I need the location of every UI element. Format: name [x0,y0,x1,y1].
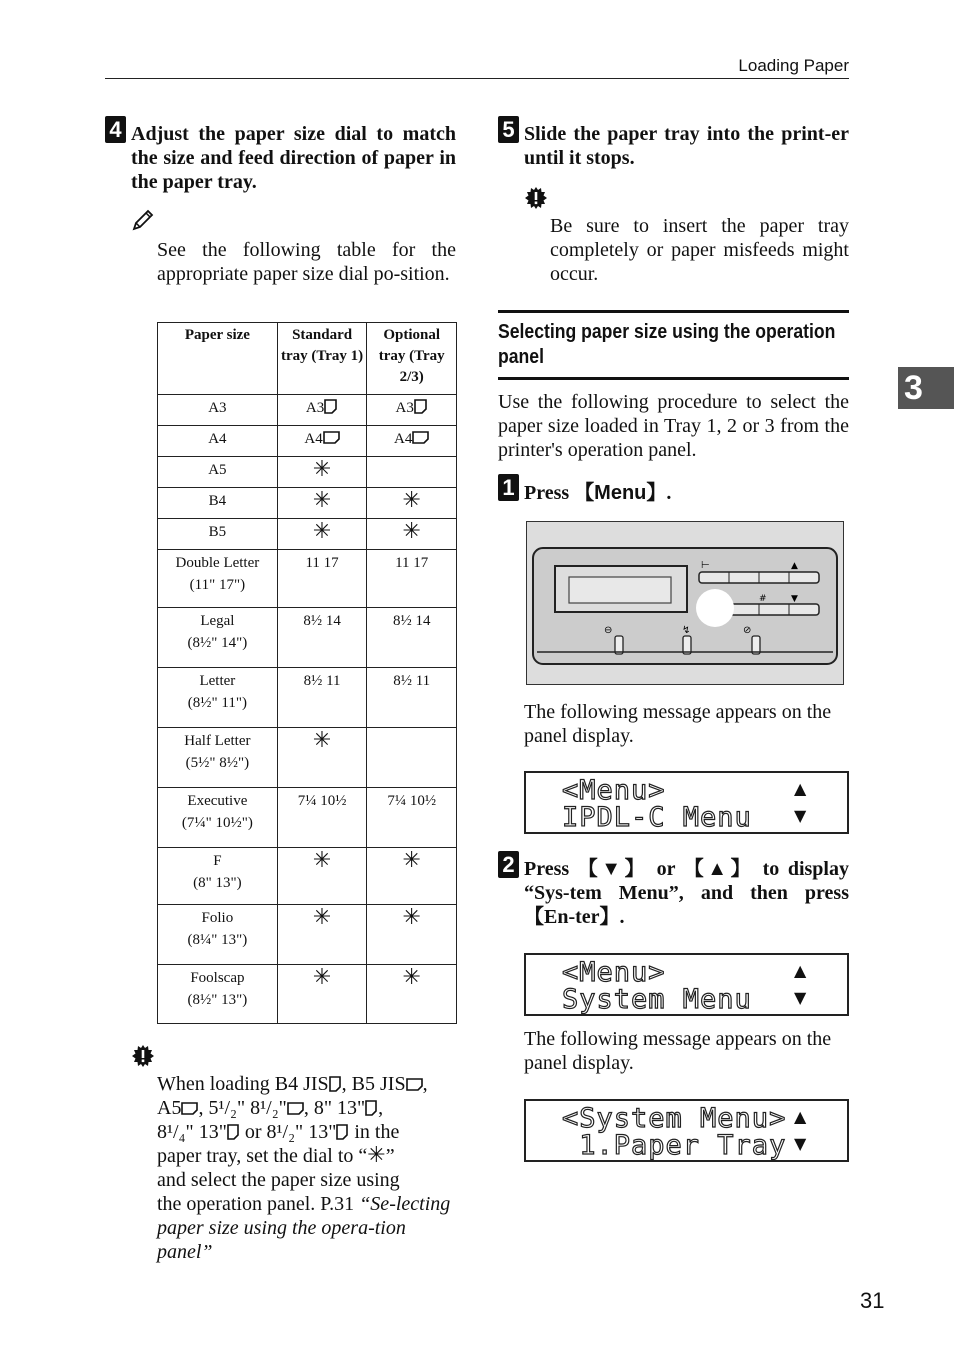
cell-size [158,965,278,1024]
cell-std: 8½ 11 [277,668,367,728]
col-header-paper-size: Paper size [158,323,278,395]
note-text: , 5¹/₂" 8¹/₂" [198,1097,287,1119]
cell-opt-text: A3 [395,400,414,416]
cell-size: B5 [158,519,278,550]
paper-size-table [157,322,457,1024]
note-text: or 8¹/₂" 13" [239,1121,337,1143]
cell-size [158,550,278,608]
note-text: paper tray, set the dial to “ [157,1145,368,1167]
cell-opt: ✳ [367,965,457,1024]
cell-size-dim: (8½" 11") [187,695,247,711]
note-text: , [378,1097,384,1119]
table-row [158,395,457,426]
portrait-feed-icon [365,1100,378,1116]
cell-opt: ✳ [367,488,457,519]
table-row [158,488,457,519]
step-5-number: 5 [498,116,519,143]
table-row [158,728,457,788]
cell-std: ✳ [277,905,367,965]
important-icon [524,186,548,210]
cell-std [277,395,367,426]
note-text: , [422,1073,428,1095]
cell-size-dim: (11" 17") [189,577,246,593]
cell-size [158,905,278,965]
cell-opt: ✳ [367,848,457,905]
portrait-feed-icon [329,1076,342,1092]
lcd-display-system-menu [524,953,849,1016]
cell-opt-text: A4 [394,431,413,447]
note-text: and select the paper size using [157,1169,400,1191]
table-row [158,965,457,1024]
portrait-feed-icon [414,399,428,414]
note-text: , 8" 13" [303,1097,366,1119]
cell-size-dim: (8½" 14") [187,635,248,651]
cell-opt: ✳ [367,905,457,965]
pencil-note-icon [131,208,155,232]
cell-std: 11 17 [277,550,367,608]
note-text: ” [385,1145,395,1167]
col-header-standard-tray: Standard tray (Tray 1) [277,323,367,395]
note-text: , B5 JIS [341,1073,406,1095]
operation-panel-illustration [526,521,844,685]
step-1-after: The following message appears on the panel display. [524,701,832,747]
cross-reference-link[interactable]: “Se-lecting paper size using the opera-tion panel” [157,1193,451,1263]
step-1-text [524,481,849,505]
cell-size-name: Letter [199,673,236,689]
cell-size-dim: (7¼" 10½") [181,815,253,831]
landscape-feed-icon [412,431,429,444]
table-row [158,519,457,550]
lcd-display-menu [524,771,849,834]
landscape-feed-icon [406,1078,423,1091]
cell-opt: 8½ 14 [367,608,457,668]
lcd-down-arrow-icon: ▼ [794,806,807,825]
section-bottom-rule [498,377,849,380]
svg-text:▲: ▲ [791,561,798,571]
portrait-feed-icon [336,1124,349,1140]
cell-opt: 7¼ 10½ [367,788,457,848]
svg-text:⊢: ⊢ [701,560,710,571]
cell-size: B4 [158,488,278,519]
step-4-text: Adjust the paper size dial to match the size and feed direction of paper in the paper tray. [131,123,456,193]
lcd-up-arrow-icon: ▲ [794,961,807,980]
svg-text:⊖: ⊖ [604,625,613,636]
step-4-number: 4 [105,116,126,143]
section-top-rule [498,310,849,313]
table-row [158,550,457,608]
cell-size [158,848,278,905]
table-row [158,608,457,668]
svg-text:↯: ↯ [682,625,691,636]
cell-size [158,728,278,788]
cell-opt: 8½ 11 [367,668,457,728]
header-rule [105,78,849,79]
page-number: 31 [860,1288,885,1313]
lcd-down-arrow-icon: ▼ [794,1134,807,1153]
important-icon [131,1044,155,1068]
cell-size-name: F [213,853,222,869]
portrait-feed-icon [227,1124,240,1140]
cell-opt [367,395,457,426]
cell-std: 7¼ 10½ [277,788,367,848]
cell-std: ✳ [277,728,367,788]
note-text: A5 [157,1097,182,1119]
cell-size-name: Legal [200,613,235,629]
lcd-line-1: <Menu> [562,775,666,806]
cell-size: A5 [158,457,278,488]
step-2-after: The following message appears on the panel display. [524,1028,832,1074]
cell-size: A3 [158,395,278,426]
cell-size [158,668,278,728]
cell-std: 8½ 14 [277,608,367,668]
lcd-down-arrow-icon: ▼ [794,988,807,1007]
lcd-line-1: <System Menu> [562,1103,787,1134]
cell-size-name: Folio [201,910,234,926]
step-1-number: 1 [498,474,519,501]
table-row [158,426,457,457]
step-5-text: Slide the paper tray into the print-er until it stops. [524,123,849,169]
cell-opt [367,426,457,457]
cell-size-dim: (8" 13") [193,875,242,891]
cell-size-name: Executive [187,793,248,809]
step-1-press: Press [524,482,575,504]
asterisk-dial-icon: ✳ [367,1143,386,1168]
cell-size [158,608,278,668]
table-row [158,788,457,848]
section-title: Selecting paper size using the operation panel [498,321,836,368]
table-row [158,905,457,965]
lcd-display-paper-tray [524,1099,849,1162]
cell-size [158,788,278,848]
note-text: 8¹/₄" 13" [157,1121,227,1143]
cell-opt: ✳ [367,519,457,550]
svg-text:⊘: ⊘ [743,625,752,636]
table-row [158,668,457,728]
cell-std: ✳ [277,519,367,550]
section-intro: Use the following procedure to select the paper size loaded in Tray 1, 2 or 3 from the printer's operation panel. [498,391,849,461]
cell-opt: 11 17 [367,550,457,608]
lcd-up-arrow-icon: ▲ [794,779,807,798]
cell-std [277,426,367,457]
cell-opt [367,457,457,488]
landscape-feed-icon [323,431,340,444]
step-2-number: 2 [498,851,519,878]
cell-size-name: Double Letter [175,555,260,571]
step-1-period: . [666,482,672,504]
note-text: in the [349,1121,400,1143]
cell-opt [367,728,457,788]
svg-text:▼: ▼ [791,594,798,604]
step-2-text: Press 【▼】 or 【▲】 to display “Sys-tem Menu”, and then press 【En-ter】. [524,858,849,928]
table-row [158,848,457,905]
cell-std: ✳ [277,488,367,519]
cell-size-dim: (8¼" 13") [187,932,248,948]
lcd-line-2: System Menu [562,984,752,1015]
table-row [158,457,457,488]
important-note-loading [157,1072,456,1264]
note-text: When loading B4 JIS [157,1073,329,1095]
step-4-note: See the following table for the appropriate paper size dial po-sition. [157,239,456,285]
cell-size-dim: (5½" 8½") [185,755,250,771]
lcd-line-2: IPDL-C Menu [562,802,752,833]
cell-std-text: A3 [305,400,325,416]
cell-std: ✳ [277,965,367,1024]
portrait-feed-icon [324,399,338,414]
lcd-line-2: 1.Paper Tray [562,1130,787,1161]
svg-text:#: # [759,594,767,604]
lcd-up-arrow-icon: ▲ [794,1107,807,1126]
menu-key-label: 【Menu】 [574,482,667,504]
note-text: the operation panel. P.31 [157,1193,360,1215]
landscape-feed-icon [181,1102,198,1115]
cell-size-name: Half Letter [184,733,251,749]
cell-size: A4 [158,426,278,457]
cell-size-name: Foolscap [190,970,245,986]
lcd-line-1: <Menu> [562,957,666,988]
cell-size-dim: (8½" 13") [187,992,248,1008]
landscape-feed-icon [287,1102,304,1115]
cell-std-text: A4 [304,431,323,447]
cell-std: ✳ [277,457,367,488]
chapter-tab: 3 [898,367,954,409]
running-header: Loading Paper [738,56,849,75]
col-header-optional-tray: Optional tray (Tray 2/3) [367,323,457,395]
cell-std: ✳ [277,848,367,905]
step-5-important: Be sure to insert the paper tray completely or paper misfeeds might occur. [550,215,849,285]
